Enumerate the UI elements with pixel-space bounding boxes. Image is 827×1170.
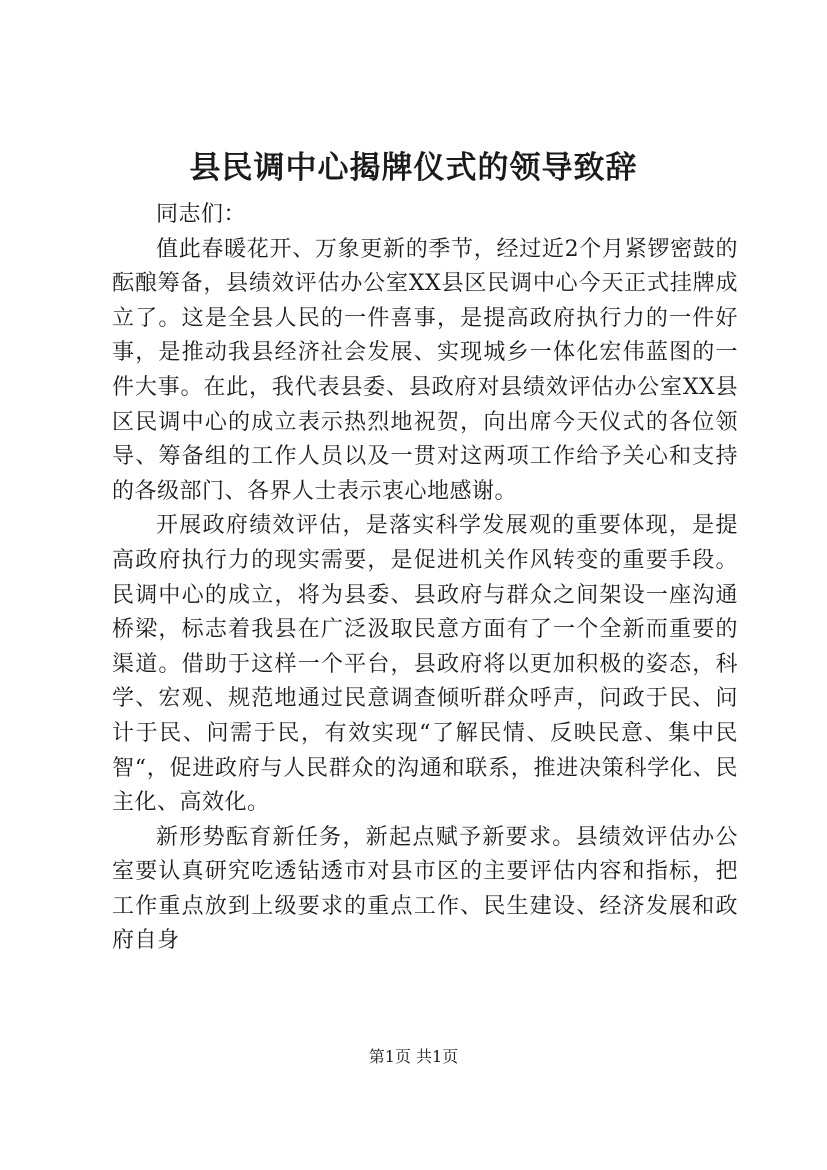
document-title: 县民调中心揭牌仪式的领导致辞 — [189, 150, 638, 186]
paragraph-2: 开展政府绩效评估，是落实科学发展观的重要体现，是提高政府执行力的现实需要，是促进机关作风转变的重要手段。民调中心的成立，将为县委、县政府与群众之间架设一座沟通桥梁，标志着我县在广泛汲取民意方面有了一个全新而重要的渠道。借助于这样一个平台，县政府将以更加积极的姿态，科学、宏观、规范地通过民意调查倾听群众呼声，问政于民、问计于民、问需于民，有效实现“了解民情、反映民意、集中民智“，促进政府与人民群众的沟通和联系，推进决策科学化、民主化、高效化。 — [112, 513, 738, 816]
salutation: 同志们： — [156, 202, 247, 227]
page-footer: 第1页 共1页 — [368, 1047, 459, 1066]
paragraph-3: 新形势酝育新任务，新起点赋予新要求。县绩效评估办公室要认真研究吃透钻透市对县市区的主要评估内容和指标，把工作重点放到上级要求的重点工作、民生建设、经济发展和政府自身 — [112, 824, 738, 954]
paragraph-1: 值此春暖花开、万象更新的季节，经过近2个月紧锣密鼓的酝酿筹备，县绩效评估办公室XX县区民调中心今天正式挂牌成立了。这是全县人民的一件喜事，是提高政府执行力的一件好事，是推动我县经济社会发展、实现城乡一体化宏伟蓝图的一件大事。在此，我代表县委、县政府对县绩效评估办公室XX县区民调中心的成立表示热烈地祝贺，向出席今天仪式的各位领导、筹备组的工作人员以及一贯对这两项工作给予关心和支持的各级部门、各界人士表示衷心地感谢。 — [112, 236, 738, 504]
document-body — [112, 198, 738, 959]
